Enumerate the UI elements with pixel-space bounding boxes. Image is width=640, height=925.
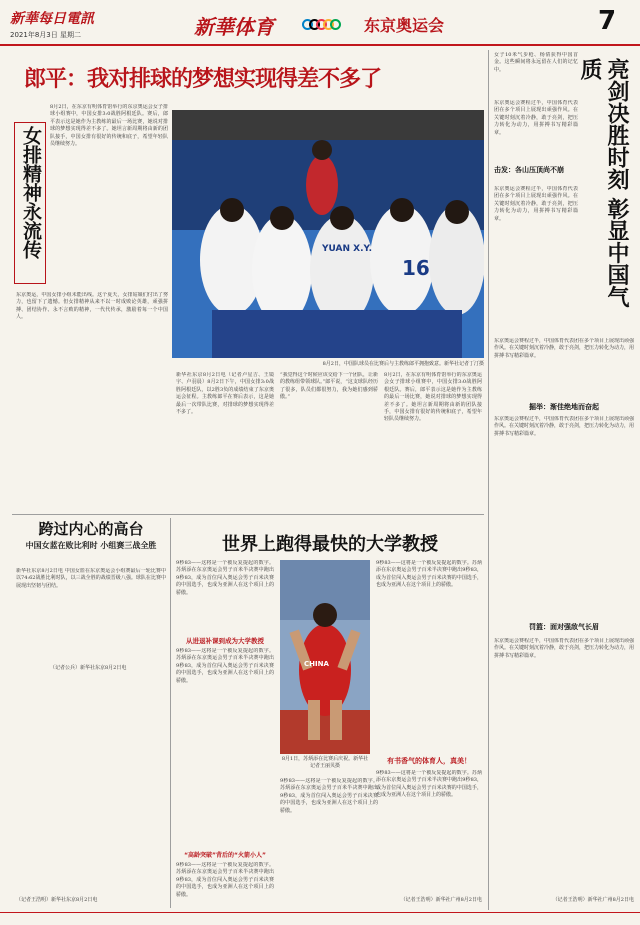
story2-headline: 跨过内心的高台 — [38, 520, 144, 538]
story3-photo — [280, 560, 370, 754]
story2-body: 新华社东京8月2日电 中国女篮在东京奥运会小组赛最后一轮比赛中以74:62战胜比利时队，以三战全胜的战绩晋级八强。球队在比赛中展现出坚韧与团结。 — [16, 568, 166, 589]
lead-divider — [12, 514, 484, 515]
story3-photo-caption: 8月1日，苏炳添在比赛后庆祝。新华社记者王丽贝摄 — [281, 756, 369, 769]
volleyball-team-photo — [172, 110, 484, 358]
story3-col3-b: 9秒83——这将是一个被反复提起的数字。苏炳添在东京奥运会男子百米半决赛中跑出9秒83，成为首位闯入奥运会男子百米决赛的中国选手，也成为亚洲人在这个项目上的骄傲。 — [376, 770, 482, 799]
lead-photo-caption: 8月2日，中国队球员在比赛后与主教练郎平拥抱致意。新华社记者丁汀摄 — [322, 361, 484, 367]
side-title: 女排精神永流传 — [20, 126, 42, 259]
story2-byline: （记者王浩明）新华社东京8月2日电 — [16, 897, 98, 903]
jersey-number: 16 — [402, 256, 430, 280]
olympic-rings-icon — [302, 15, 337, 34]
story3-col2: 9秒83——这将是一个被反复提起的数字。苏炳添在东京奥运会男子百米半决赛中跑出9秒83，成为首位闯入奥运会男子百米决赛的中国选手，也成为亚洲人在这个项目上的骄傲。 — [280, 778, 378, 814]
story2-rule — [170, 518, 171, 908]
lead-left-text: 东京奥运，中国女排小组未能出线。这个夏天，女排姑娘们付出了努力，也留下了遗憾。但女排精神从来不以一时成败论英雄，顽强拼搏、团结协作、永不言败的精神，一代代传承，激励着每一个中国人。 — [16, 292, 168, 321]
lead-headline: 郎平：我对排球的梦想实现得差不多了 — [24, 67, 382, 92]
lead-body-col2: “我觉得这个时候应该交给下一个团队，让新的教练组带领球队。”郎平说，“这支球队经历了很多，队员们都很努力，我为她们感到骄傲。” — [280, 372, 378, 401]
story3-col1-c: 9秒83——这将是一个被反复提起的数字。苏炳添在东京奥运会男子百米半决赛中跑出9秒83，成为首位闯入奥运会男子百米决赛的中国选手，也成为亚洲人在这个项目上的骄傲。 — [176, 862, 274, 898]
right-subhead-3: 罚篮：面对强敌气长眉 — [529, 622, 599, 631]
sprinter-photo — [280, 560, 370, 754]
right-text-d: 东京奥运会赛程过半，中国体育代表团在多个项目上展现出顽强作风。在关键时刻沉着冷静，敢于亮剑，把压力转化为动力，用拼搏书写精彩篇章。 — [494, 416, 634, 437]
issue-date: 2021年8月3日 星期二 — [10, 31, 81, 39]
footer-rule — [0, 912, 640, 913]
right-text-b: 东京奥运会赛程过半，中国体育代表团在多个项目上展现出顽强作风。在关键时刻沉着冷静，敢于亮剑，把压力转化为动力，用拼搏书写精彩篇章。 — [494, 186, 578, 222]
story3-subhead-3: 有书香气的体育人，真美！ — [387, 757, 471, 765]
right-text-c: 东京奥运会赛程过半，中国体育代表团在多个项目上展现出顽强作风。在关键时刻沉着冷静，敢于亮剑，把压力转化为动力，用拼搏书写精彩篇章。 — [494, 338, 634, 359]
story3-col1-b: 9秒83——这将是一个被反复提起的数字。苏炳添在东京奥运会男子百米半决赛中跑出9秒83，成为首位闯入奥运会男子百米决赛的中国选手，也成为亚洲人在这个项目上的骄傲。 — [176, 648, 274, 684]
masthead — [0, 0, 640, 46]
lead-intro-text: 8月2日，在东京有明体育馆举行的东京奥运会女子排球小组赛中，中国女排3:0战胜阿根廷队。赛后，郎平表示这是她作为主教练的最后一场比赛，她说对排球的梦想实现得差不多了。她坦言新周期将由新的团队接手，中国女排有很好的传统和底子，希望年轻队员继续努力。 — [50, 104, 168, 148]
right-subhead-1: 击发：各山压顶尚不崩 — [494, 165, 564, 174]
paper-name: 新華每日電訊 — [10, 11, 94, 27]
page-number: 7 — [598, 6, 617, 36]
side-title-frame — [14, 122, 46, 284]
right-title: 亮剑决胜时刻 彰显中国气质 — [577, 58, 630, 308]
bib-text: CHINA — [304, 660, 329, 668]
right-subhead-2: 掘举：渐佳绝地而奋起 — [529, 402, 599, 411]
lead-body-col3: 8月2日，在东京有明体育馆举行的东京奥运会女子排球小组赛中，中国女排3:0战胜阿根廷队。赛后，郎平表示这是她作为主教练的最后一场比赛，她说对排球的梦想实现得差不多了。她坦言新周期将由新的团队接手，中国女排有很好的传统和底子，希望年轻队员继续努力。 — [384, 372, 482, 423]
right-intro: 女子10米气步枪、杨倩获得中国首金。这些瞬间将永远留在人们的记忆中。 — [494, 52, 578, 73]
lead-byline: （记者公兵）新华社东京8月2日电 — [50, 665, 127, 671]
story3-col3-a: 9秒83——这将是一个被反复提起的数字。苏炳添在东京奥运会男子百米半决赛中跑出9秒83，成为首位闯入奥运会男子百米决赛的中国选手，也成为亚洲人在这个项目上的骄傲。 — [376, 560, 482, 589]
right-text-e: 东京奥运会赛程过半，中国体育代表团在多个项目上展现出顽强作风。在关键时刻沉着冷静，敢于亮剑，把压力转化为动力，用拼搏书写精彩篇章。 — [494, 638, 634, 659]
section-title: 新華体育 — [194, 15, 274, 39]
lead-photo — [172, 110, 484, 358]
story3-headline: 世界上跑得最快的大学教授 — [222, 534, 438, 555]
jersey-name: YUAN X.Y. — [322, 244, 372, 254]
story3-col1-a: 9秒83——这将是一个被反复提起的数字。苏炳添在东京奥运会男子百米半决赛中跑出9秒83，成为首位闯入奥运会男子百米决赛的中国选手，也成为亚洲人在这个项目上的骄傲。 — [176, 560, 274, 596]
column-rule — [488, 50, 489, 910]
story3-subhead-1: 从进退补课到成为大学教授 — [186, 637, 264, 645]
right-byline: （记者王浩明）新华社广州8月2日电 — [552, 897, 634, 903]
section-banner — [124, 3, 584, 41]
story2-subhead: 中国女蓝在败比利时 小组赛三战全胜 — [25, 541, 157, 550]
right-text-a: 东京奥运会赛程过半，中国体育代表团在多个项目上展现出顽强作风。在关键时刻沉着冷静，敢于亮剑，把压力转化为动力，用拼搏书写精彩篇章。 — [494, 100, 578, 136]
story3-byline: （记者王浩明）新华社广州8月2日电 — [400, 897, 482, 903]
story3-subhead-2: “高龄突破”背后的“火箭小人” — [184, 852, 266, 859]
lead-body-col1: 新华社东京8月2日电（记者卢星吉、王镜宇、卢羽晨）8月2日下午，中国女排3:0战胜阿根廷队，以2胜3负的成绩结束了东京奥运会征程。主教练郎平在赛后表示，这是她最后一次带队比赛，对排球的梦想实现得差不多了。 — [176, 372, 274, 416]
event-title: 东京奥运会 — [364, 16, 445, 35]
